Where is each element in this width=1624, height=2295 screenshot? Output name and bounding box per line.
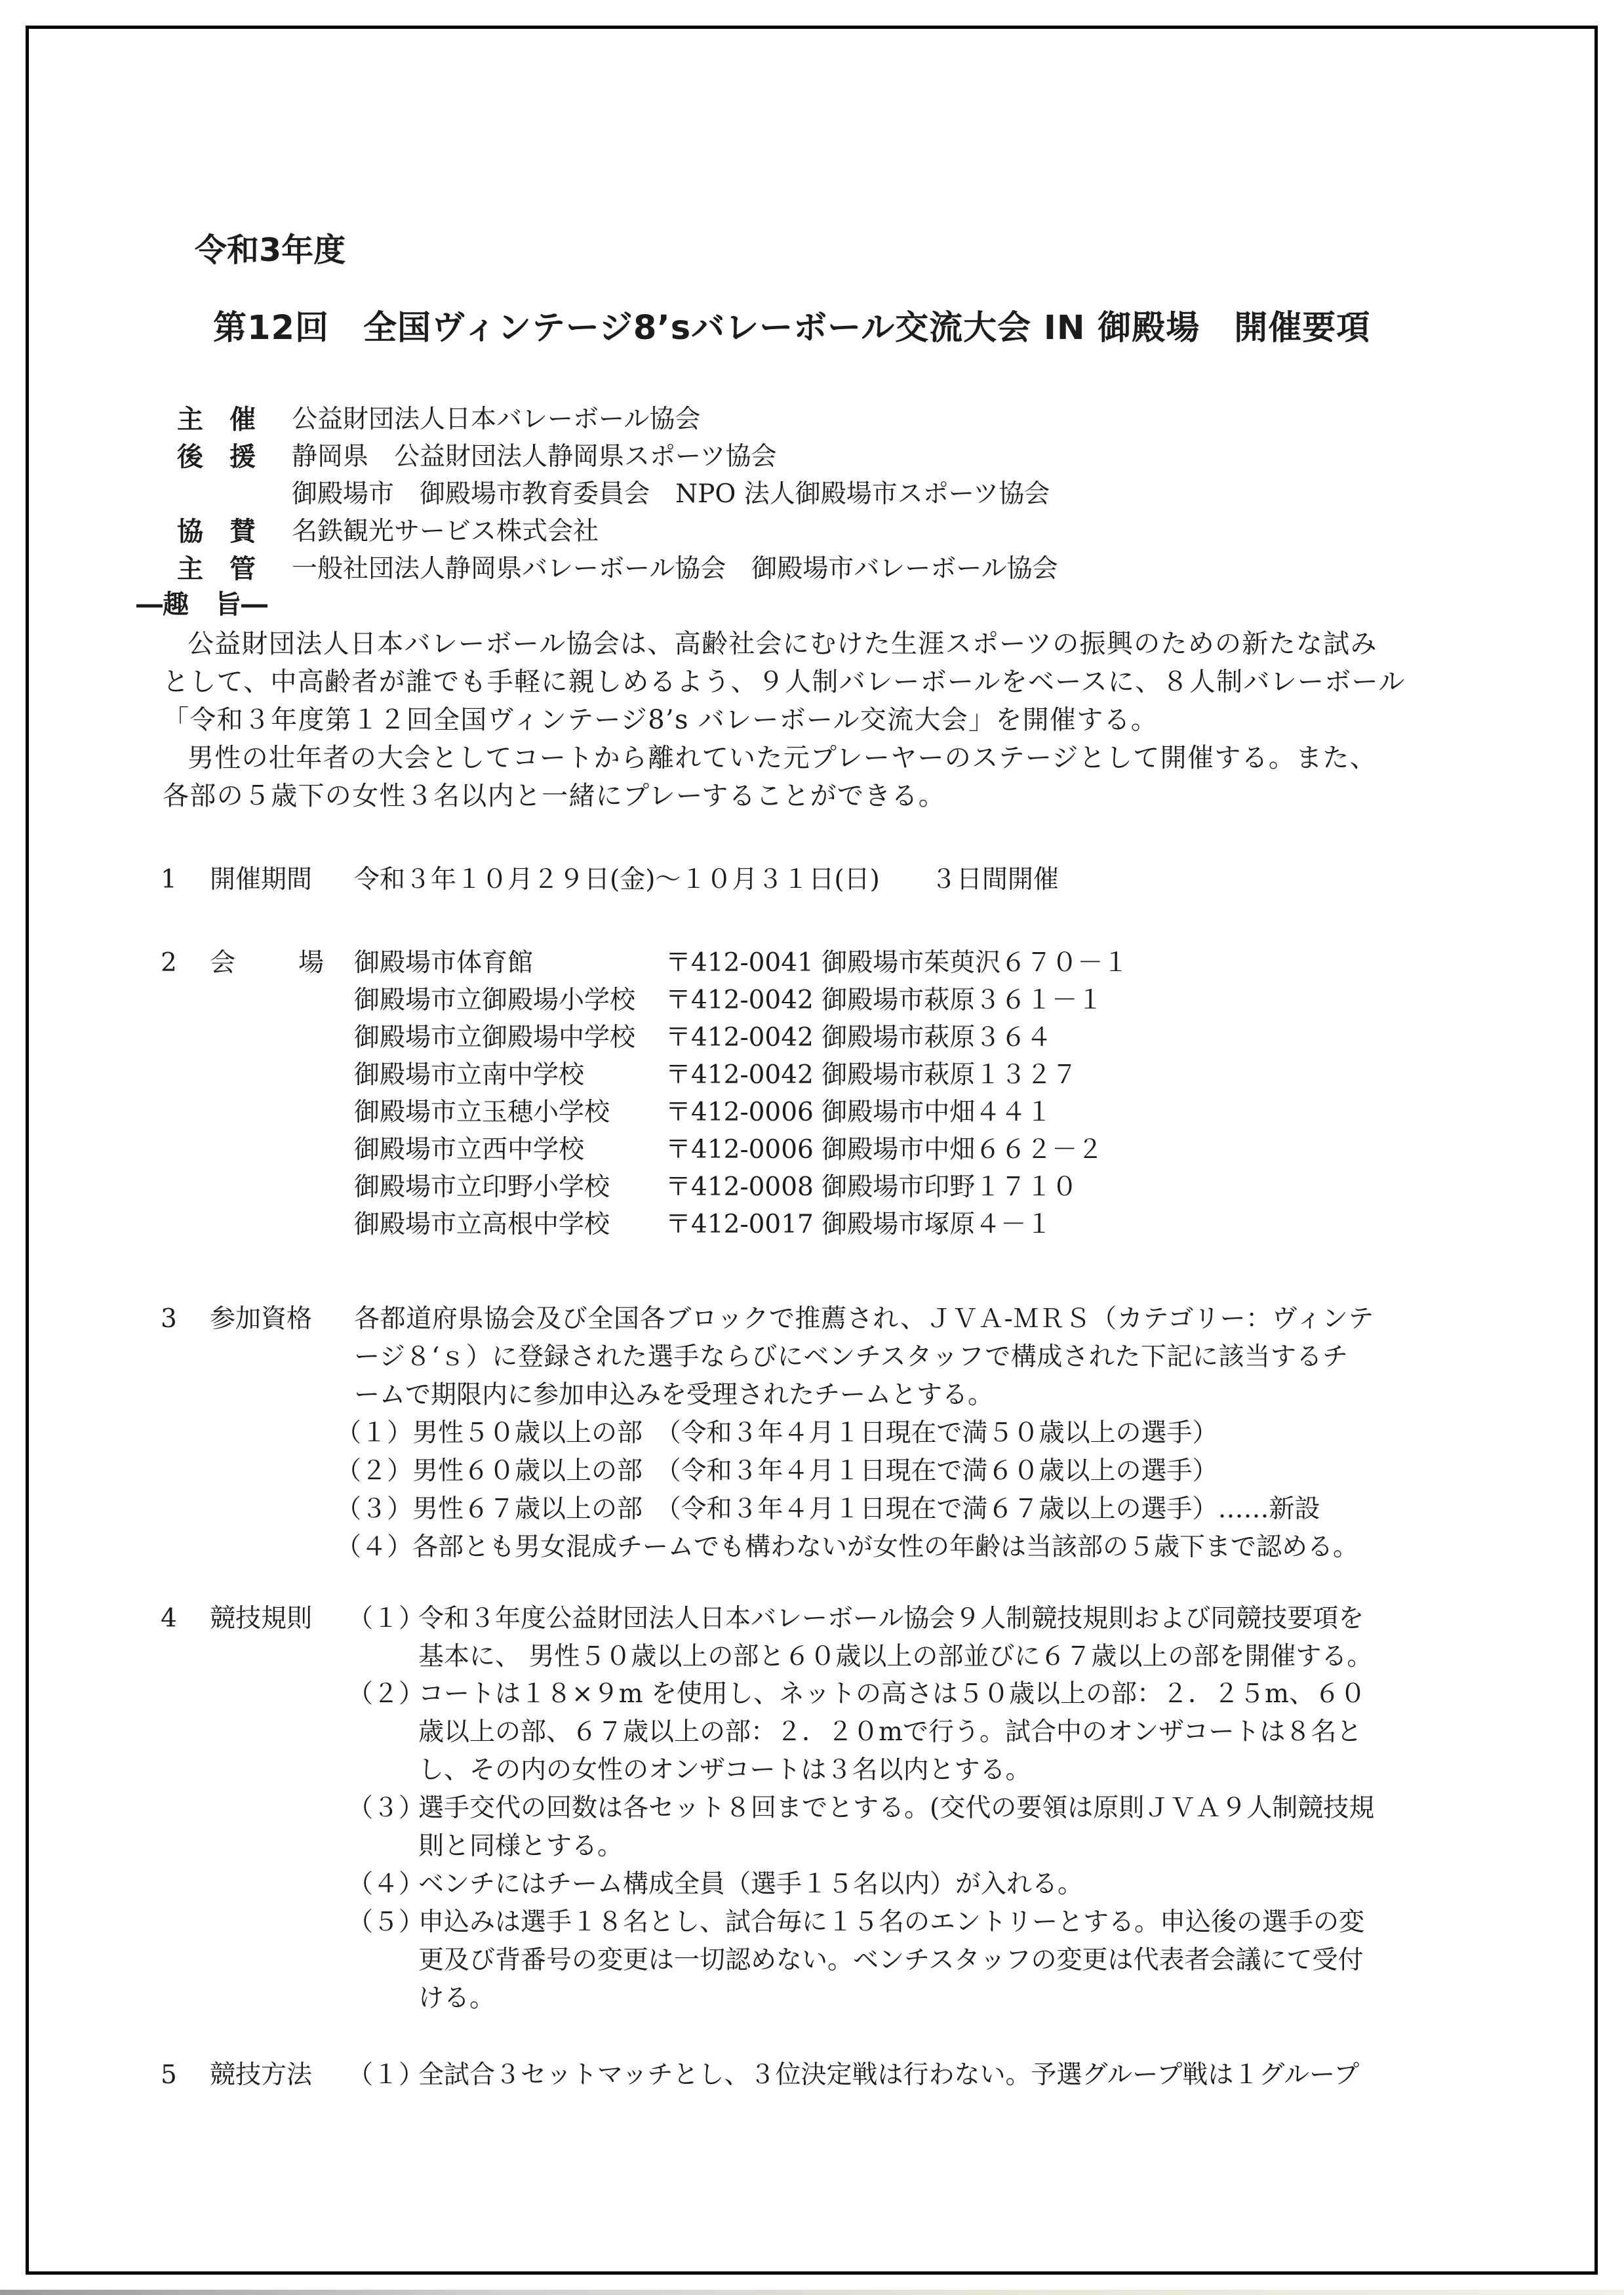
eligibility-line: 各都道府県協会及び全国各ブロックで推薦され、ＪＶＡ-ＭＲＳ（カテゴリー：ヴィンテ: [354, 1304, 1374, 1334]
venue-address: 〒412-0006 御殿場市中畑４４１: [665, 1098, 1052, 1127]
section-label-rules: 競技規則: [210, 1604, 313, 1633]
organizer-label-sponsor: 協 賛: [177, 517, 256, 547]
venue-address: 〒412-0042 御殿場市萩原３６４: [665, 1023, 1052, 1052]
rule-marker: （５）: [347, 1907, 425, 1937]
rule-marker: （４）: [347, 1869, 425, 1899]
organizer-label-host: 主 催: [177, 405, 256, 435]
venue-name: 御殿場市体育館: [354, 948, 534, 978]
purpose-heading: ―趣 旨―: [136, 589, 267, 620]
venue-name: 御殿場市立西中学校: [354, 1135, 585, 1165]
rule-line: 基本に、 男性５０歳以上の部と６０歳以上の部並びに６７歳以上の部を開催する。: [418, 1642, 1373, 1671]
rule-line: ける。: [418, 1984, 496, 2013]
venue-name: 御殿場市立高根中学校: [354, 1210, 610, 1239]
organizer-management-value: 一般社団法人静岡県バレーボール協会 御殿場市バレーボール協会: [292, 554, 1058, 584]
eligibility-division-item: （１）男性５０歳以上の部 （令和３年４月１日現在で満５０歳以上の選手）: [336, 1418, 1218, 1448]
rule-marker: （２）: [347, 1679, 425, 1709]
rule-line: 令和３年度公益財団法人日本バレーボール協会９人制競技規則および同競技要項を: [418, 1604, 1364, 1633]
rule-marker: （３）: [347, 1793, 425, 1823]
venue-name: 御殿場市立玉穂小学校: [354, 1098, 610, 1127]
venue-name: 御殿場市立南中学校: [354, 1060, 585, 1090]
venue-name: 御殿場市立御殿場中学校: [354, 1023, 636, 1052]
venue-address: 〒412-0017 御殿場市塚原４－１: [665, 1210, 1052, 1239]
section-number: 1: [161, 865, 177, 894]
venue-name: 御殿場市立印野小学校: [354, 1172, 610, 1202]
rule-line: ベンチにはチーム構成全員（選手１５名以内）が入れる。: [418, 1869, 1084, 1899]
fiscal-year-heading: 令和3年度: [195, 231, 346, 269]
organizer-support-value-2: 御殿場市 御殿場市教育委員会 NPO 法人御殿場市スポーツ協会: [292, 479, 1050, 509]
organizer-support-value-1: 静岡県 公益財団法人静岡県スポーツ協会: [292, 442, 777, 471]
purpose-line: 「令和３年度第１２回全国ヴィンテージ8’s バレーボール交流大会」を開催する。: [163, 705, 1159, 735]
purpose-line: として、中高齢者が誰でも手軽に親しめるよう、９人制バレーボールをベースに、８人制バレーボール: [163, 667, 1406, 697]
rule-line: コートは１８×９m を使用し、ネットの高さは５０歳以上の部：２．２５m、６０: [418, 1679, 1366, 1709]
venue-address: 〒412-0008 御殿場市印野１７１０: [665, 1172, 1078, 1202]
section-label-venue-a: 会: [210, 948, 236, 978]
rule-line: 選手交代の回数は各セット８回までとする。(交代の要領は原則ＪＶＡ９人制競技規: [418, 1793, 1375, 1823]
purpose-line: 公益財団法人日本バレーボール協会は、高齢社会にむけた生涯スポーツの振興のための新たな試み: [188, 629, 1377, 659]
venue-address: 〒412-0042 御殿場市萩原１３２７: [665, 1060, 1078, 1090]
venue-name: 御殿場市立御殿場小学校: [354, 986, 636, 1015]
eligibility-division-item: （２）男性６０歳以上の部 （令和３年４月１日現在で満６０歳以上の選手）: [336, 1456, 1218, 1486]
section-number: 4: [161, 1604, 177, 1633]
organizer-sponsor-value: 名鉄観光サービス株式会社: [292, 517, 599, 546]
section-label-eligibility: 参加資格: [210, 1304, 313, 1334]
eligibility-line: ームで期限内に参加申込みを受理されたチームとする。: [354, 1380, 994, 1410]
eligibility-division-item: （４）各部とも男女混成チームでも構わないが女性の年齢は当該部の５歳下まで認める。: [336, 1532, 1359, 1562]
rule-line: 歳以上の部、６７歳以上の部：２．２０mで行う。試合中のオンザコートは８名と: [418, 1717, 1362, 1747]
method-line: 全試合３セットマッチとし、３位決定戦は行わない。予選グループ戦は１グループ: [418, 2060, 1360, 2090]
section-label-method: 競技方法: [210, 2060, 313, 2090]
organizer-label-support: 後 援: [177, 442, 256, 472]
purpose-line: 各部の５歳下の女性３名以内と一緒にプレーすることができる。: [163, 781, 946, 811]
venue-address: 〒412-0042 御殿場市萩原３６１－１: [665, 986, 1103, 1015]
rule-line: 更及び背番号の変更は一切認めない。ベンチスタッフの変更は代表者会議にて受付: [418, 1946, 1364, 1975]
rule-marker: （１）: [347, 1604, 425, 1633]
rule-line: 申込みは選手１８名とし、試合毎に１５名のエントリーとする。申込後の選手の変: [418, 1907, 1365, 1937]
section-number: 2: [161, 948, 177, 978]
section-number: 5: [161, 2060, 177, 2090]
venue-address: 〒412-0041 御殿場市茱萸沢６７０－１: [665, 948, 1129, 978]
rule-line: 則と同様とする。: [418, 1831, 624, 1861]
organizer-host-value: 公益財団法人日本バレーボール協会: [292, 405, 701, 434]
section-number: 3: [161, 1304, 177, 1334]
organizer-label-management: 主 管: [177, 554, 256, 584]
rule-line: し、その内の女性のオンザコートは３名以内とする。: [418, 1755, 1031, 1785]
eligibility-division-item: （３）男性６７歳以上の部 （令和３年４月１日現在で満６７歳以上の選手）……新設: [336, 1494, 1320, 1524]
eligibility-line: ージ８‘ｓ）に登録された選手ならびにベンチスタッフで構成された下記に該当するチ: [354, 1342, 1349, 1372]
section-label-period: 開催期間: [210, 865, 313, 894]
section-label-venue-b: 場: [298, 948, 325, 978]
scan-edge-strip: [0, 2290, 1624, 2295]
document-title: 第12回 全国ヴィンテージ8’sバレーボール交流大会 IN 御殿場 開催要項: [213, 309, 1371, 348]
venue-address: 〒412-0006 御殿場市中畑６６２－２: [665, 1135, 1103, 1165]
period-value: 令和３年１０月２９日(金)～１０月３１日(日) ３日間開催: [354, 865, 1059, 894]
purpose-line: 男性の壮年者の大会としてコートから離れていた元プレーヤーのステージとして開催する。また、: [188, 743, 1377, 773]
method-marker: （１）: [347, 2060, 425, 2090]
